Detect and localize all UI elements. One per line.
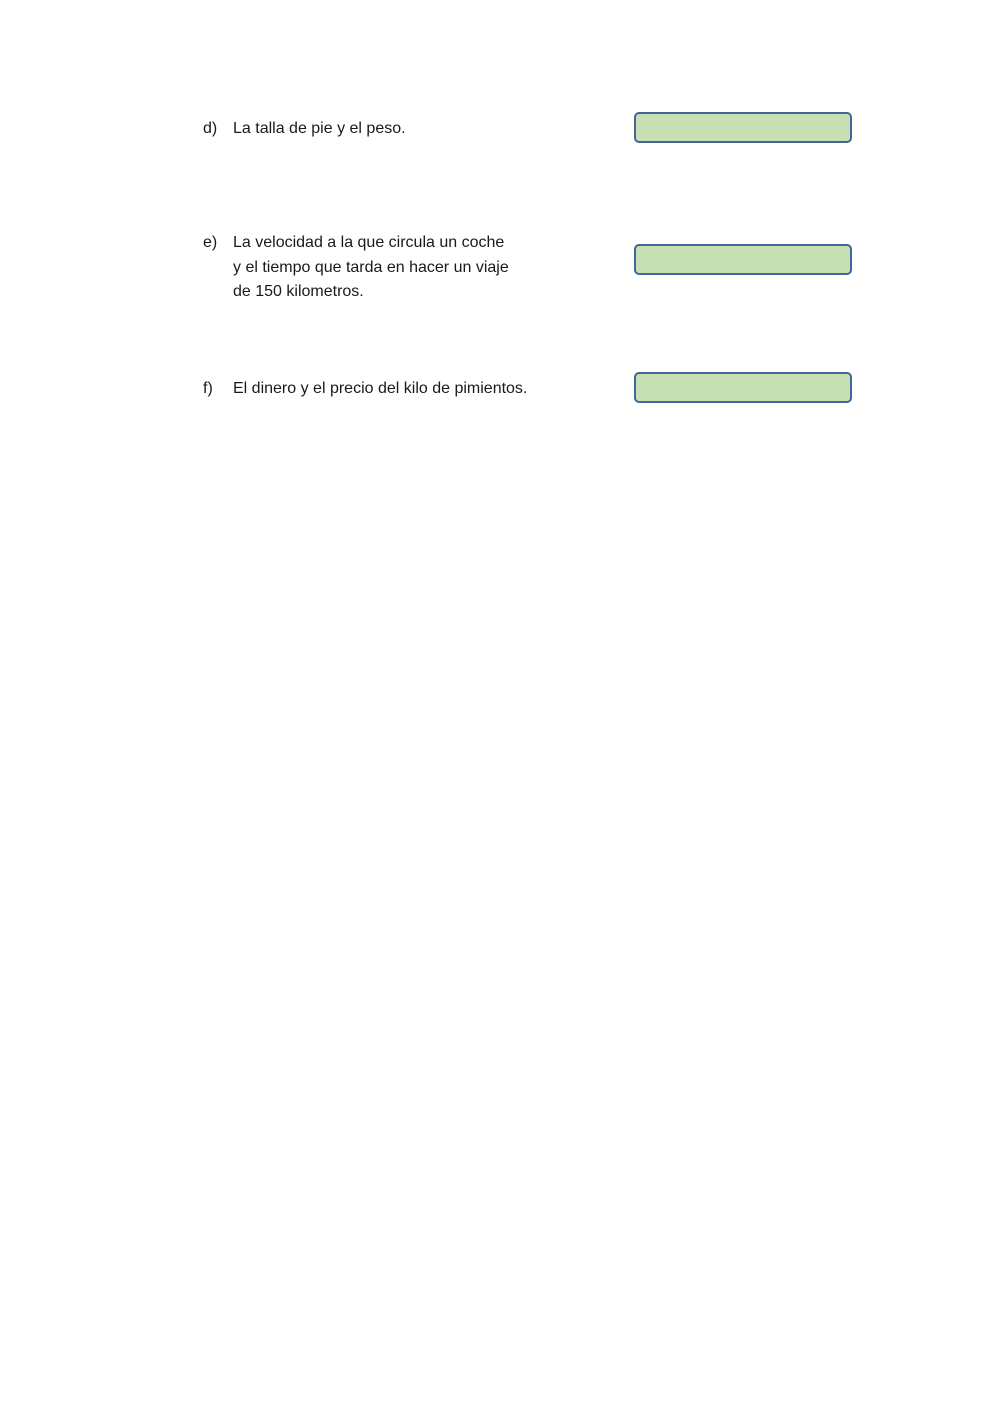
question-text bbox=[233, 117, 593, 142]
answer-box-e[interactable] bbox=[634, 244, 852, 275]
question-text-line: La velocidad a la que circula un coche bbox=[233, 234, 505, 251]
question-text-line: La talla de pie y el peso. bbox=[233, 120, 406, 137]
answer-box-f[interactable] bbox=[634, 372, 852, 403]
question-letter: f) bbox=[203, 380, 213, 397]
question-text-line: El dinero y el precio del kilo de pimientos. bbox=[233, 380, 528, 397]
answer-box-d[interactable] bbox=[634, 112, 852, 143]
question-letter: d) bbox=[203, 120, 218, 137]
question-text bbox=[233, 231, 593, 305]
question-letter: e) bbox=[203, 234, 218, 251]
question-text bbox=[233, 377, 593, 402]
question-text-line: de 150 kilometros. bbox=[233, 283, 364, 300]
question-text-line: y el tiempo que tarda en hacer un viaje bbox=[233, 258, 509, 276]
